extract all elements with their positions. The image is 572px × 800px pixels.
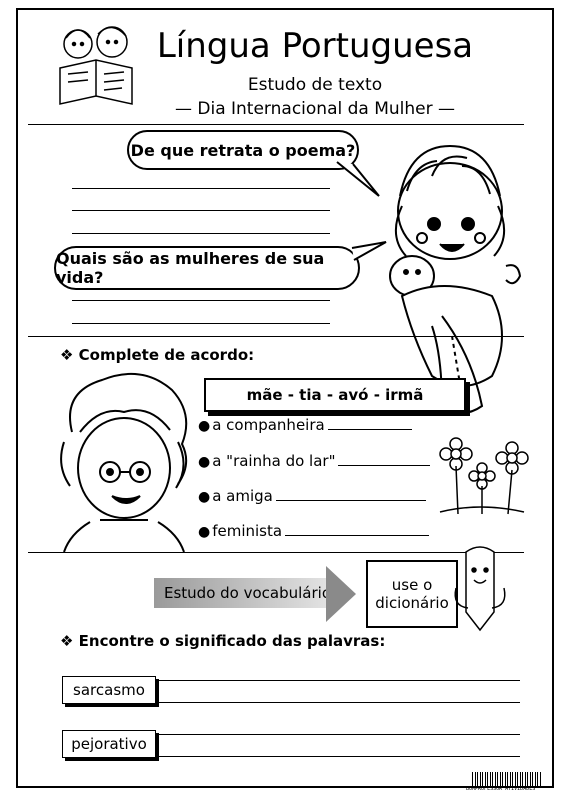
complete-item-label: a "rainha do lar" bbox=[212, 452, 336, 470]
answer-line[interactable] bbox=[158, 756, 520, 757]
complete-item bbox=[198, 522, 429, 540]
section-divider-2 bbox=[28, 552, 524, 553]
flowers-illustration bbox=[430, 432, 530, 520]
answer-line[interactable] bbox=[72, 233, 330, 234]
bullet-icon: ● bbox=[198, 489, 211, 505]
complete-item-label: a companheira bbox=[212, 416, 325, 434]
grandma-illustration bbox=[54, 372, 194, 552]
word-bank bbox=[204, 378, 466, 412]
complete-item bbox=[198, 416, 412, 434]
page-theme: — Dia Internacional da Mulher — bbox=[174, 99, 456, 119]
dictionary-hint-line1: use o bbox=[391, 576, 433, 594]
complete-item bbox=[198, 487, 426, 505]
dictionary-hint-box bbox=[366, 560, 458, 628]
answer-line[interactable] bbox=[72, 210, 330, 211]
answer-line[interactable] bbox=[158, 680, 520, 681]
barcode-icon bbox=[472, 772, 542, 786]
kids-reading-illustration bbox=[50, 22, 142, 112]
page-subtitle: Estudo de texto bbox=[247, 75, 383, 95]
page-title: Língua Portuguesa bbox=[156, 26, 474, 66]
header-divider bbox=[28, 124, 524, 125]
complete-item-label: feminista bbox=[212, 522, 283, 540]
dictionary-hint-line2: dicionário bbox=[375, 594, 449, 612]
vocab-word-box bbox=[62, 676, 156, 704]
complete-heading: ❖ Complete de acordo: bbox=[60, 346, 255, 364]
vocab-word: pejorativo bbox=[71, 735, 147, 753]
word-bank-text: mãe - tia - avó - irmã bbox=[246, 386, 424, 404]
blank-line[interactable] bbox=[338, 465, 430, 466]
question-2-text: Quais são as mulheres de sua vida? bbox=[56, 249, 325, 287]
complete-item bbox=[198, 452, 430, 470]
question-1-text: De que retrata o poema? bbox=[130, 140, 356, 160]
meaning-heading: ❖ Encontre o significado das palavras: bbox=[60, 632, 386, 650]
bullet-icon: ● bbox=[198, 524, 211, 540]
vocabulary-banner-text: Estudo do vocabulário bbox=[164, 584, 332, 602]
bullet-icon: ● bbox=[198, 454, 211, 470]
blank-line[interactable] bbox=[285, 535, 429, 536]
pencil-mascot-illustration bbox=[452, 540, 508, 632]
barcode-text: BOMPROFESSOR ATIVIDADES bbox=[466, 786, 536, 792]
answer-line[interactable] bbox=[158, 702, 520, 703]
blank-line[interactable] bbox=[276, 500, 426, 501]
vocab-word-box bbox=[62, 730, 156, 758]
arrow-right-icon bbox=[326, 566, 356, 622]
answer-line[interactable] bbox=[72, 188, 330, 189]
bullet-icon: ● bbox=[198, 418, 211, 434]
complete-item-label: a amiga bbox=[212, 487, 273, 505]
answer-line[interactable] bbox=[158, 734, 520, 735]
answer-line[interactable] bbox=[72, 323, 330, 324]
question-bubble-2 bbox=[54, 246, 360, 290]
question-bubble-1 bbox=[127, 130, 359, 170]
section-divider-1 bbox=[28, 336, 524, 337]
blank-line[interactable] bbox=[328, 429, 412, 430]
vocabulary-banner bbox=[154, 578, 336, 608]
vocab-word: sarcasmo bbox=[73, 681, 145, 699]
answer-line[interactable] bbox=[72, 300, 330, 301]
